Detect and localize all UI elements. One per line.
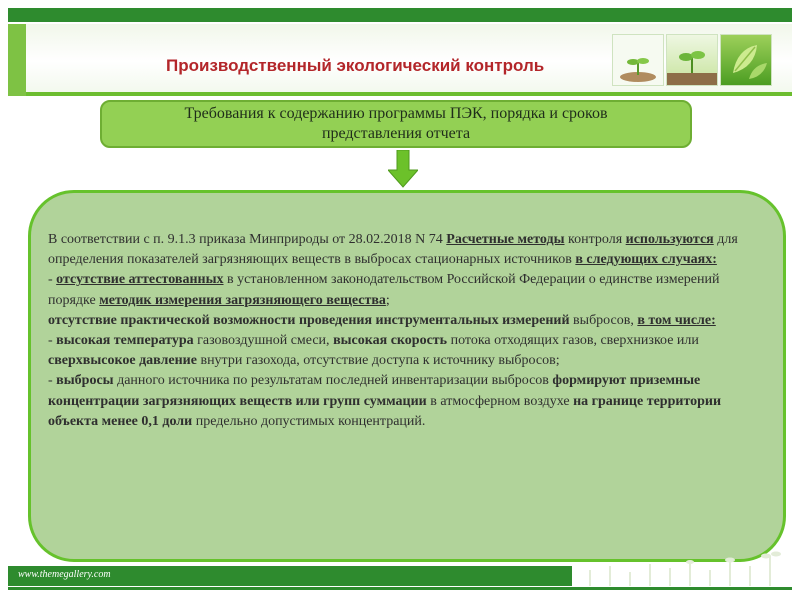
paragraph-4 <box>48 331 760 371</box>
requirements-line-2: представления отчета <box>321 125 471 142</box>
emphasis: сверхвысокое давление <box>48 353 197 369</box>
text: ; <box>385 292 390 308</box>
header-accent-strip <box>8 24 26 96</box>
text: В соответствии с п. 9.1.3 приказа Минприроды от 28.02.2018 N 74 <box>48 232 447 247</box>
emphasis: отсутствие аттестованных <box>56 272 224 288</box>
text: данного источника по результатам последней инвентаризации выбросов <box>113 373 553 389</box>
grass-decoration-icon <box>580 548 790 586</box>
requirements-line-1: Требования к содержанию программы ПЭК, порядка и сроков <box>184 105 608 122</box>
text: - <box>48 373 57 389</box>
text: предельно допустимых концентраций. <box>192 413 426 429</box>
footer-line <box>8 587 792 590</box>
page-title: Производственный экологический контроль <box>166 56 545 75</box>
text: контроля <box>568 232 626 247</box>
text: для определения показателей загрязняющих веществ в выбросах стационарных источников <box>48 232 738 268</box>
emphasis: отсутствие практической возможности проведения инструментальных измерений <box>48 312 570 328</box>
emphasis: в том числе: <box>637 312 716 328</box>
emphasis: выбросы <box>56 373 114 389</box>
top-bar <box>8 8 792 22</box>
text: - <box>48 333 57 349</box>
young-plant-image <box>666 34 718 86</box>
paragraph-3 <box>48 311 760 331</box>
leaves-image <box>720 34 772 86</box>
sprout-in-soil-image <box>612 34 664 86</box>
emphasis: Расчетные методы <box>446 232 565 247</box>
paragraph-1 <box>48 230 760 270</box>
emphasis: на границе территории объекта менее 0,1 доли <box>48 393 722 429</box>
down-arrow-icon <box>388 150 418 188</box>
text: потока отходящих газов, сверхнизкое или <box>447 333 699 349</box>
requirements-box <box>100 100 692 148</box>
text: в установленном законодательством Российской Федерации о единстве измерений порядке <box>48 272 720 308</box>
paragraph-5 <box>48 371 760 432</box>
text: в атмосферном воздухе <box>426 393 574 409</box>
text: - <box>48 272 57 288</box>
emphasis: методик измерения загрязняющего вещества <box>99 292 386 308</box>
text: внутри газохода, отсутствие доступа к источнику выбросов; <box>196 353 560 369</box>
emphasis: используются <box>625 232 714 247</box>
text: выбросов, <box>569 312 638 328</box>
footer-url: www.themegallery.com <box>18 569 111 580</box>
emphasis: формируют приземные концентрации загрязняющих веществ или групп суммации <box>48 373 701 409</box>
emphasis: в следующих случаях: <box>575 252 717 268</box>
main-text <box>48 230 760 432</box>
text: газовоздушной смеси, <box>193 333 334 349</box>
emphasis: высокая скорость <box>333 333 448 349</box>
paragraph-2 <box>48 270 760 310</box>
emphasis: высокая температура <box>56 333 194 349</box>
